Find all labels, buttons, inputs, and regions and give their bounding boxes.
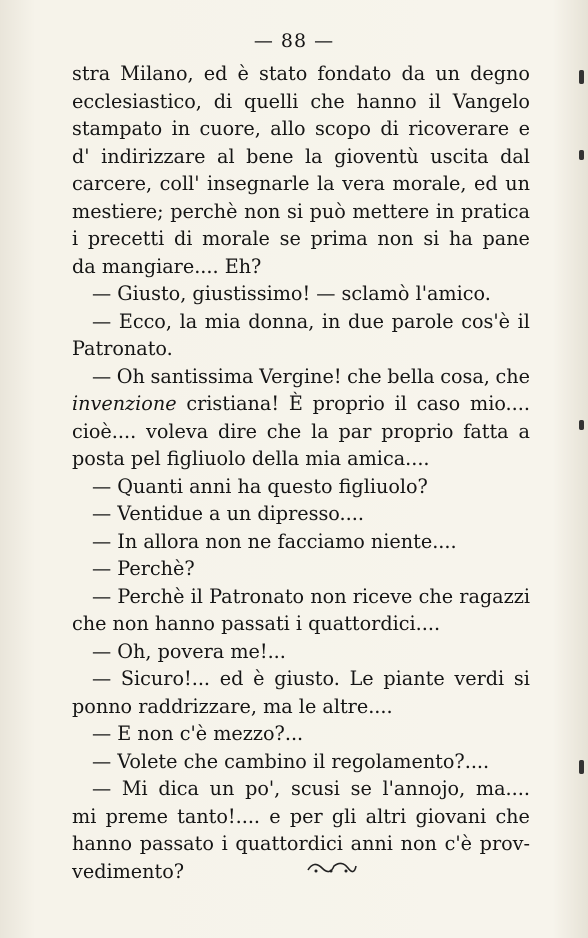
word: perchè [170, 199, 238, 223]
word: mia [204, 309, 241, 333]
word: gioventù [334, 144, 419, 168]
word: — [92, 364, 112, 388]
word: tanto!.... [177, 804, 261, 828]
text-line [72, 308, 530, 336]
word: coll' [159, 172, 200, 195]
word: ragazzi [459, 584, 530, 608]
word: a [518, 419, 530, 443]
word: mio.... [470, 392, 530, 415]
word: dal [500, 144, 530, 168]
word: ed [203, 62, 228, 85]
word: donna, [248, 309, 315, 333]
text-line [72, 693, 530, 721]
text-line [72, 610, 530, 638]
word: riceve [352, 584, 413, 608]
word: è [237, 62, 249, 85]
word: anni [350, 832, 393, 855]
word: Perchè [117, 584, 185, 608]
word: dica [158, 777, 199, 800]
word: da [401, 62, 426, 85]
word: gli [331, 804, 357, 828]
line-text: posta pel figliuolo della mia amica.... [72, 447, 430, 470]
text-line [72, 638, 530, 666]
word: fatta [463, 419, 509, 443]
word: che [495, 364, 530, 388]
word: stampato [72, 117, 163, 140]
word: invenzione [72, 392, 177, 415]
line-text: — Oh, povera me!... [92, 639, 286, 663]
word: mi [72, 804, 97, 828]
text-line [72, 143, 530, 171]
text-line [72, 280, 530, 308]
line-text: — Volete che cambino il regolamento?.... [92, 749, 490, 773]
word: può [309, 199, 346, 223]
text-line [72, 335, 530, 363]
word: Patronato [209, 584, 305, 608]
word: mestiere; [72, 199, 164, 223]
word: la [317, 172, 335, 195]
page-number: — 88 — [253, 30, 335, 52]
word: preme [105, 804, 168, 828]
page-edge-mark [579, 150, 584, 160]
text-line [72, 748, 530, 776]
word: proprio [381, 419, 454, 443]
text-line [72, 720, 530, 748]
page-edge-mark [579, 70, 584, 84]
word: morale [202, 227, 270, 250]
word: un [435, 62, 461, 85]
text-line [72, 830, 530, 858]
text-line [72, 528, 530, 556]
word: hanno [356, 89, 417, 113]
line-text: da mangiare.... Eh? [72, 254, 262, 278]
word: non [244, 199, 281, 223]
text-line [72, 775, 530, 803]
word: che [418, 584, 454, 608]
line-text: — Perchè? [92, 557, 195, 580]
word: c'è [444, 832, 472, 855]
word: la [305, 144, 323, 168]
word: di [380, 117, 399, 140]
word: due [348, 309, 385, 333]
line-text: — In allora non ne facciamo niente.... [92, 529, 457, 553]
word: — [92, 777, 112, 800]
word: un [505, 172, 530, 195]
text-line [72, 60, 530, 88]
word: la [179, 309, 198, 333]
word: È [288, 392, 303, 415]
word: santissima [150, 364, 254, 388]
line-text: che non hanno passati i quattordici.... [72, 612, 441, 635]
word: non [400, 832, 437, 855]
word: piante [383, 667, 445, 690]
word: — [92, 667, 112, 690]
word: mettere [352, 199, 430, 223]
word: Le [349, 667, 374, 690]
word: — [92, 584, 112, 608]
word: se [279, 227, 301, 250]
word: voleva [146, 419, 209, 443]
word: l'annojo, [382, 777, 466, 800]
word: è [253, 667, 265, 690]
line-text: — Giusto, giustissimo! — sclamò l'amico. [92, 282, 491, 305]
line-text: — E non c'è mezzo?... [92, 722, 304, 745]
word: allo [270, 117, 306, 140]
word: si [513, 667, 530, 690]
word: giovani [415, 804, 487, 828]
line-text: — Quanti anni ha questo figliuolo? [92, 474, 428, 498]
word: morale, [392, 172, 467, 195]
text-line [72, 445, 530, 473]
word: proprio [312, 392, 385, 415]
word: il [394, 392, 407, 415]
word: quattordici [235, 832, 343, 855]
word: cuore, [199, 117, 261, 140]
word: prima [310, 227, 368, 250]
word: passato [139, 832, 214, 855]
word: precetti [87, 227, 165, 250]
word: Vergine! [259, 364, 342, 388]
word: i [72, 227, 79, 250]
word: carcere, [72, 172, 153, 195]
word: ricoverare [408, 117, 510, 140]
word: hanno [72, 832, 133, 855]
page-edge-mark [579, 420, 584, 430]
word: se [350, 777, 372, 800]
line-text: ponno raddrizzare, ma le altre.... [72, 694, 393, 718]
word: per [289, 804, 323, 828]
word: uscita [430, 144, 489, 168]
word: po', [245, 777, 281, 800]
word: e [518, 117, 530, 140]
word: Ecco, [118, 309, 172, 333]
word: Vangelo [452, 89, 530, 113]
word: scopo [314, 117, 371, 140]
word: vera [342, 172, 385, 195]
word: che [266, 419, 302, 443]
word: pratica [460, 199, 530, 223]
word: che [495, 804, 530, 828]
body-text [72, 60, 530, 885]
line-text: — Ventidue a un dipresso.... [92, 502, 364, 525]
text-line [72, 500, 530, 528]
text-line [72, 858, 530, 886]
word: la [311, 419, 329, 443]
word: scusi [290, 777, 340, 800]
text-line [72, 225, 530, 253]
word: par [338, 419, 372, 443]
text-line [72, 170, 530, 198]
word: e [269, 804, 281, 828]
word: quelli [244, 89, 299, 113]
word: il [517, 309, 530, 333]
word: d' [72, 144, 90, 168]
word: stra [72, 62, 111, 85]
word: cristiana! [186, 392, 280, 415]
word: che [310, 89, 345, 113]
word: non [310, 584, 347, 608]
word: Sicuro!... [120, 667, 211, 690]
text-line [72, 363, 530, 391]
word: al [217, 144, 235, 168]
word: i [221, 832, 228, 855]
word: dire [218, 419, 257, 443]
word: altri [365, 804, 407, 828]
word: giusto. [274, 667, 340, 690]
word: fondato [317, 62, 392, 85]
word: prov- [479, 832, 530, 855]
text-line [72, 390, 530, 418]
word: Milano, [120, 62, 194, 85]
word: ha [448, 227, 473, 250]
word: in [321, 309, 341, 333]
word: in [435, 199, 455, 223]
text-line [72, 473, 530, 501]
word: — [92, 309, 112, 333]
word: ed [474, 172, 498, 195]
ornament-icon [304, 858, 358, 876]
word: ecclesiastico, [72, 89, 202, 113]
word: in [171, 117, 191, 140]
text-line [72, 583, 530, 611]
text-line [72, 88, 530, 116]
word: di [173, 227, 193, 250]
text-line [72, 253, 530, 281]
word: ma.... [475, 777, 530, 800]
word: di [213, 89, 233, 113]
word: non [377, 227, 414, 250]
word: il [190, 584, 203, 608]
word: parole [391, 309, 454, 333]
word: indirizzare [101, 144, 206, 168]
text-line [72, 665, 530, 693]
word: stato [258, 62, 308, 85]
word: caso [416, 392, 461, 415]
word: insegnarle [207, 172, 310, 195]
word: il [428, 89, 441, 113]
word: Oh [116, 364, 145, 388]
text-line [72, 418, 530, 446]
text-line [72, 198, 530, 226]
word: cosa, [440, 364, 490, 388]
word: cos'è [461, 309, 511, 333]
text-line [72, 115, 530, 143]
word: un [209, 777, 235, 800]
word: cioè.... [72, 419, 137, 443]
line-text: Patronato. [72, 337, 173, 360]
page-edge-mark [579, 760, 584, 774]
word: bella [387, 364, 435, 388]
text-line [72, 555, 530, 583]
word: si [286, 199, 303, 223]
word: pane [482, 227, 530, 250]
word: bene [246, 144, 294, 168]
word: che [347, 364, 382, 388]
text-line [72, 803, 530, 831]
word: Mi [121, 777, 148, 800]
word: verdi [454, 667, 505, 690]
word: ed [219, 667, 244, 690]
line-text: vedimento? [72, 859, 185, 883]
word: degno [470, 62, 530, 85]
word: si [423, 227, 440, 250]
